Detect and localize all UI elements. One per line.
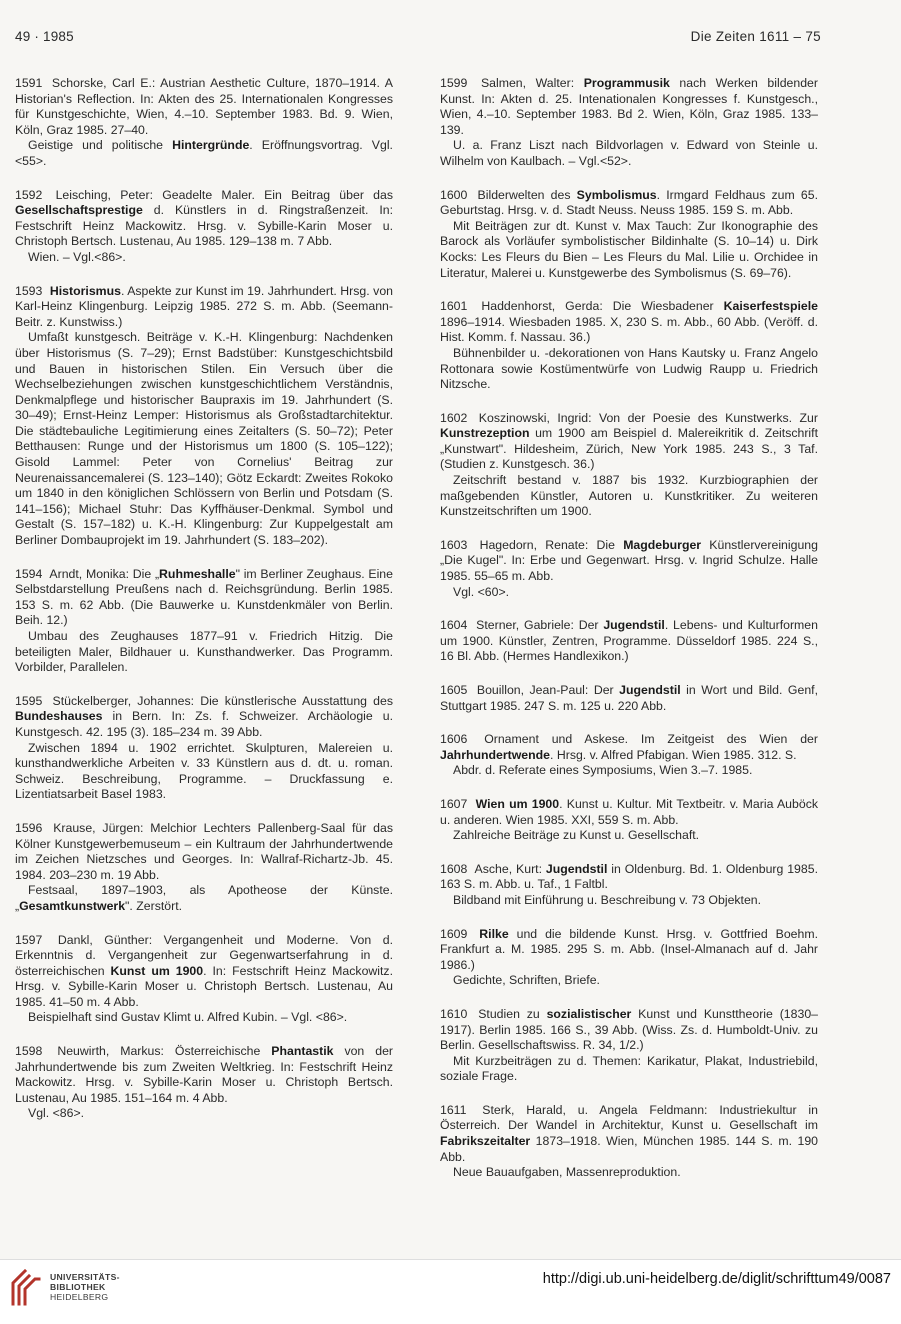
bibliography-entry	[440, 862, 818, 909]
bibliography-entry	[440, 618, 818, 665]
entry-number: 1597	[15, 932, 43, 947]
entry-annotation: U. a. Franz Liszt nach Bildvorlagen v. Edward von Steinle u. Wilhelm von Kaulbach. – Vgl.<52>.	[440, 138, 818, 168]
bibliography-entry	[440, 927, 818, 989]
bibliography-entry	[15, 694, 393, 803]
entry-annotation: Geistige und politische Hintergründe. Eröffnungsvortrag. Vgl. <55>.	[15, 138, 393, 168]
entry-number: 1600	[440, 187, 468, 202]
page-number-header: 49 · 1985	[15, 29, 74, 44]
entry-annotation: Festsaal, 1897–1903, als Apotheose der Künste. „Gesamtkunstwerk". Zerstört.	[15, 883, 393, 913]
entry-citation: 1593 Historismus. Aspekte zur Kunst im 19. Jahrhundert. Hrsg. von Karl-Heinz Klingenburg. Leipzig 1985. 272 S. m. Abb. (Seemann-Beitr. z. Kunstwiss.)	[15, 283, 393, 329]
entry-number: 1602	[440, 410, 468, 425]
bibliography-entry	[15, 284, 393, 549]
entry-number: 1593	[15, 283, 43, 298]
bibliography-entry	[15, 76, 393, 170]
keyword: Symbolismus	[576, 187, 657, 202]
entry-citation: 1605 Bouillon, Jean-Paul: Der Jugendstil in Wort und Bild. Genf, Stuttgart 1985. 247 S. m. 125 u. 220 Abb.	[440, 683, 818, 713]
entry-citation: 1591 Schorske, Carl E.: Austrian Aesthetic Culture, 1870–1914. A Historian's Reflection. In: Akten des 25. Internationalen Kongresses für Kunstgeschichte, Wien, 4.–10. September 1983. Bd. 9. Wien, Köln, Graz 1985. 27–40.	[15, 76, 393, 137]
bibliography-entry	[440, 411, 818, 520]
entry-citation: 1600 Bilderwelten des Symbolismus. Irmgard Feldhaus zum 65. Geburtstag. Hrsg. v. d. Stadt Neuss. Neuss 1985. 159 S. m. Abb.	[440, 187, 818, 218]
bibliography-entry	[15, 567, 393, 676]
entry-number: 1599	[440, 76, 468, 90]
entry-citation: 1602 Koszinowski, Ingrid: Von der Poesie des Kunstwerks. Zur Kunstrezeption um 1900 am Beispiel d. Malereikritik d. Zeitschrift „Kunstwart". Hildesheim, Zürich, New York 1985. 243 S., 3 Taf. (Studien z. Kunstgesch. 36.)	[440, 410, 818, 472]
entry-annotation: Zahlreiche Beiträge zu Kunst u. Gesellschaft.	[453, 828, 700, 843]
entry-annotation: Beispielhaft sind Gustav Klimt u. Alfred Kubin. – Vgl. <86>.	[28, 1010, 348, 1025]
entry-citation: 1601 Haddenhorst, Gerda: Die Wiesbadener Kaiserfestspiele 1896–1914. Wiesbaden 1985. X, 230 S. m. Abb., 60 Abb. (Veröff. d. Hist. Komm. f. Nassau. 36.)	[440, 299, 818, 345]
entry-number: 1610	[440, 1006, 468, 1021]
entry-citation: 1597 Dankl, Günther: Vergangenheit und Moderne. Von d. Erkenntnis d. Vergangenheit zur Gegenwartserfahrung in d. österreichischen Kunst um 1900. In: Festschrift Heinz Mackowitz. Hrsg. v. Sybille-Karin Moser u. Christoph Bertsch. Lustenau, Au 1985. 41–50 m. 4 Abb.	[15, 932, 393, 1009]
entry-annotation: Bildband mit Einführung u. Beschreibung v. 73 Objekten.	[453, 892, 762, 907]
entry-number: 1598	[15, 1044, 43, 1059]
entry-citation: 1595 Stückelberger, Johannes: Die künstlerische Ausstattung des Bundeshauses in Bern. In: Zs. f. Schweizer. Archäologie u. Kunstgesch. 42. 195 (3). 185–234 m. 39 Abb.	[15, 693, 393, 739]
entry-citation: 1606 Ornament und Askese. Im Zeitgeist des Wien der Jahrhundertwende. Hrsg. v. Alfred Pfabigan. Wien 1985. 312. S.	[440, 732, 818, 762]
entry-annotation: Wien. – Vgl.<86>.	[28, 249, 126, 264]
logo-line-2: BIBLIOTHEK	[50, 1282, 106, 1292]
keyword: Magdeburger	[623, 537, 702, 552]
library-logo-icon	[9, 1267, 43, 1307]
entry-annotation: Zeitschrift bestand v. 1887 bis 1932. Kurzbiographien der maßgebenden Künstler, Autoren u. Kunstkritiker. Zu weiteren Kunstzeitschriften um 1900.	[440, 473, 818, 519]
keyword: Historismus	[49, 283, 121, 298]
keyword: Hintergründe	[172, 138, 250, 153]
bibliography-entry	[440, 732, 818, 779]
keyword: Jugendstil	[619, 683, 681, 697]
keyword: Programmusik	[583, 76, 670, 90]
keyword: Gesellschaftsprestige	[15, 203, 143, 218]
entry-number: 1606	[440, 732, 468, 747]
bibliography-entry	[440, 76, 818, 170]
entry-number: 1591	[15, 76, 43, 90]
entry-citation: 1604 Sterner, Gabriele: Der Jugendstil. Lebens- und Kulturformen um 1900. Künstler, Zentren, Programme. Düsseldorf 1985. 224 S., 16 Bl. Abb. (Hermes Handlexikon.)	[440, 618, 818, 664]
bibliography-entry	[440, 538, 818, 600]
entry-citation: 1594 Arndt, Monika: Die „Ruhmeshalle" im Berliner Zeughaus. Eine Selbstdarstellung Preußens nach d. Reichsgründung. Berlin 1985. 153 S. m. 62 Abb. (Die Bauwerke u. Kunstdenkmäler von Berlin. Beih. 12.)	[15, 566, 393, 628]
keyword: Fabrikszeitalter	[440, 1134, 531, 1149]
entry-annotation: Abdr. d. Referate eines Symposiums, Wien 3.–7. 1985.	[453, 763, 753, 778]
bibliography-entry	[440, 1007, 818, 1085]
keyword: Gesamtkunstwerk	[19, 898, 126, 913]
left-column	[15, 76, 393, 1140]
bibliography-entry	[15, 933, 393, 1027]
entry-number: 1608	[440, 861, 468, 876]
logo-line-1: UNIVERSITÄTS-	[50, 1272, 120, 1282]
bibliography-entry	[440, 1103, 818, 1181]
entry-annotation: Mit Kurzbeiträgen zu d. Themen: Karikatur, Plakat, Industriebild, soziale Frage.	[440, 1053, 818, 1084]
entry-citation: 1598 Neuwirth, Markus: Österreichische Phantastik von der Jahrhundertwende bis zum Zweiten Weltkrieg. In: Festschrift Heinz Mackowitz. Hrsg. v. Sybille-Karin Moser u. Christoph Bertsch. Lustenau, Au 1985. 151–164 m. 4 Abb.	[15, 1044, 393, 1105]
entry-number: 1592	[15, 187, 43, 202]
entry-annotation: Gedichte, Schriften, Briefe.	[453, 973, 600, 988]
entry-number: 1605	[440, 683, 468, 697]
keyword: Bundeshauses	[15, 709, 103, 724]
entry-citation: 1599 Salmen, Walter: Programmusik nach Werken bildender Kunst. In: Akten d. 25. Intenationalen Kongresses f. Kunstgesch., Wien, 4.–10. September 1983. Bd 2. Wien, Köln, Graz 1985. 133–139.	[440, 76, 818, 137]
entry-citation: 1611 Sterk, Harald, u. Angela Feldmann: Industriekultur in Österreich. Der Wandel in Architektur, Kunst u. Gesellschaft im Fabrikszeitalter 1873–1918. Wien, München 1985. 144 S. m. 190 Abb.	[440, 1102, 818, 1164]
entry-number: 1603	[440, 537, 468, 552]
right-column	[440, 76, 818, 1199]
entry-annotation: Zwischen 1894 u. 1902 errichtet. Skulpturen, Malereien u. kunsthandwerkliche Arbeiten v. 33 Künstlern aus d. dt. u. roman. Schweiz. Beschreibung, Programme. – Druckfassung e. Lizentiatsarbeit Basel 1983.	[15, 740, 393, 802]
bibliography-entry	[440, 683, 818, 714]
entry-annotation: Vgl. <60>.	[453, 584, 510, 599]
keyword: Wien um 1900	[475, 796, 560, 811]
bibliography-entry	[440, 188, 818, 282]
permalink-url[interactable]: http://digi.ub.uni-heidelberg.de/diglit/schrifttum49/0087	[542, 1271, 891, 1287]
keyword: Kunstrezeption	[440, 426, 530, 441]
entry-citation: 1592 Leisching, Peter: Geadelte Maler. Ein Beitrag über das Gesellschaftsprestige d. Künstlers in d. Ringstraßenzeit. In: Festschrift Heinz Mackowitz. Hrsg. v. Sybille-Karin Moser u. Christoph Bertsch. Lustenau, Au 1985. 129–138 m. 7 Abb.	[15, 187, 393, 249]
keyword: sozialistischer	[546, 1006, 632, 1021]
bibliography-entry	[440, 299, 818, 393]
library-logo-text	[50, 1272, 120, 1302]
entry-number: 1601	[440, 299, 468, 314]
entry-annotation: Umfaßt kunstgesch. Beiträge v. K.-H. Klingenburg: Nachdenken über Historismus (S. 7–29); Ernst Badstüber: Kunstgeschichtsbild und Bauen in historischen Stilen. Ein Versuch über die Wechselbeziehungen zwischen kunstgeschichtlichem Verständnis, Denkmalpflege und historischer Baupraxis im 19. Jahrhundert (S. 30–49); Ernst-Heinz Lemper: Historismus als Großstadtarchitektur. Die städtebauliche Legitimierung eines Zeitalters (S. 50–72); Peter Betthausen: Runge und der Historismus um 1800 (S. 105–122); Gisold Lammel: Peter von Cornelius' Beitrag zur Neurenaissancemalerei (S. 123–140); Götz Eckardt: Zweites Rokoko um 1840 in den königlichen Schlössern von Berlin und Potsdam (S. 141–156); Michael Stuhr: Das Kyffhäuser-Denkmal. Symbol und Gestalt (S. 157–182) u. K.-H. Klingenburg: Zur Kuppelgestalt am Berliner Dombauprojekt im 19. Jahrhundert (S. 183–202).	[15, 330, 393, 548]
logo-line-3: HEIDELBERG	[50, 1292, 109, 1302]
entry-annotation: Vgl. <86>.	[28, 1106, 85, 1121]
keyword: Jugendstil	[603, 618, 665, 633]
keyword: Ruhmeshalle	[159, 566, 236, 581]
entry-number: 1611	[440, 1102, 467, 1117]
entry-annotation: Umbau des Zeughauses 1877–91 v. Friedrich Hitzig. Die beteiligten Maler, Bildhauer u. Kunsthandwerker. Das Programm. Vorbilder, Parallelen.	[15, 629, 393, 675]
entry-number: 1609	[440, 926, 468, 941]
keyword: Jugendstil	[545, 861, 608, 876]
entry-citation: 1596 Krause, Jürgen: Melchior Lechters Pallenberg-Saal für das Kölner Kunstgewerbemuseum – ein Kultraum der Jahrhundertwende im Zeichen Nietzsches und Georges. In: Wallraf-Richartz-Jb. 45. 1984. 203–230 m. 19 Abb.	[15, 820, 393, 882]
entry-citation: 1610 Studien zu sozialistischer Kunst und Kunsttheorie (1830–1917). Berlin 1985. 166 S., 39 Abb. (Wiss. Zs. d. Humboldt-Univ. zu Berlin. Gesellschaftswiss. R. 34, 1/2.)	[440, 1006, 818, 1053]
entry-citation: 1608 Asche, Kurt: Jugendstil in Oldenburg. Bd. 1. Oldenburg 1985. 163 S. m. Abb. u. Taf., 1 Faltbl.	[440, 861, 818, 892]
entry-annotation: Bühnenbilder u. -dekorationen von Hans Kautsky u. Franz Angelo Rottonara sowie Kostümentwürfe von Ludwig Raupp u. Friedrich Nitzsche.	[440, 345, 818, 392]
keyword: Phantastik	[271, 1044, 334, 1059]
entry-citation: 1603 Hagedorn, Renate: Die Magdeburger Künstlervereinigung „Die Kugel". In: Erbe und Gegenwart. Hrsg. v. Ingrid Schulze. Halle 1985. 55–65 m. Abb.	[440, 537, 818, 584]
entry-number: 1595	[15, 693, 43, 708]
entry-number: 1607	[440, 796, 468, 811]
entry-annotation: Mit Beiträgen zur dt. Kunst v. Max Tauch: Zur Ikonographie des Barock als Vorläufer symbolistischer Bildinhalte (S. 10–14) u. Dirk Kocks: Les Fleurs du Bien – Les Fleurs du Mal. Lilie u. Orchidee in Literatur, Malerei u. Kunstgewerbe des Symbolismus (S. 69–76).	[440, 218, 818, 280]
running-header: Die Zeiten 1611 – 75	[690, 29, 821, 44]
bibliography-entry	[440, 797, 818, 844]
keyword: Jahrhundertwende	[440, 747, 551, 762]
viewer-footer	[0, 1259, 901, 1324]
entry-number: 1594	[15, 566, 43, 581]
bibliography-entry	[15, 821, 393, 915]
entry-number: 1604	[440, 618, 468, 633]
entry-citation: 1609 Rilke und die bildende Kunst. Hrsg. v. Gottfried Boehm. Frankfurt a. M. 1985. 295 S. m. Abb. (Insel-Almanach auf d. Jahr 1986.)	[440, 926, 818, 972]
bibliography-entry	[15, 188, 393, 266]
entry-citation: 1607 Wien um 1900. Kunst u. Kultur. Mit Textbeitr. v. Maria Auböck u. anderen. Wien 1985. XXI, 559 S. m. Abb.	[440, 796, 818, 827]
entry-number: 1596	[15, 820, 43, 835]
keyword: Kaiserfestspiele	[723, 299, 818, 314]
entry-annotation: Neue Bauaufgaben, Massenreproduktion.	[453, 1165, 681, 1180]
bibliography-entry	[15, 1044, 393, 1122]
keyword: Kunst um 1900	[110, 963, 204, 978]
keyword: Rilke	[479, 926, 509, 941]
